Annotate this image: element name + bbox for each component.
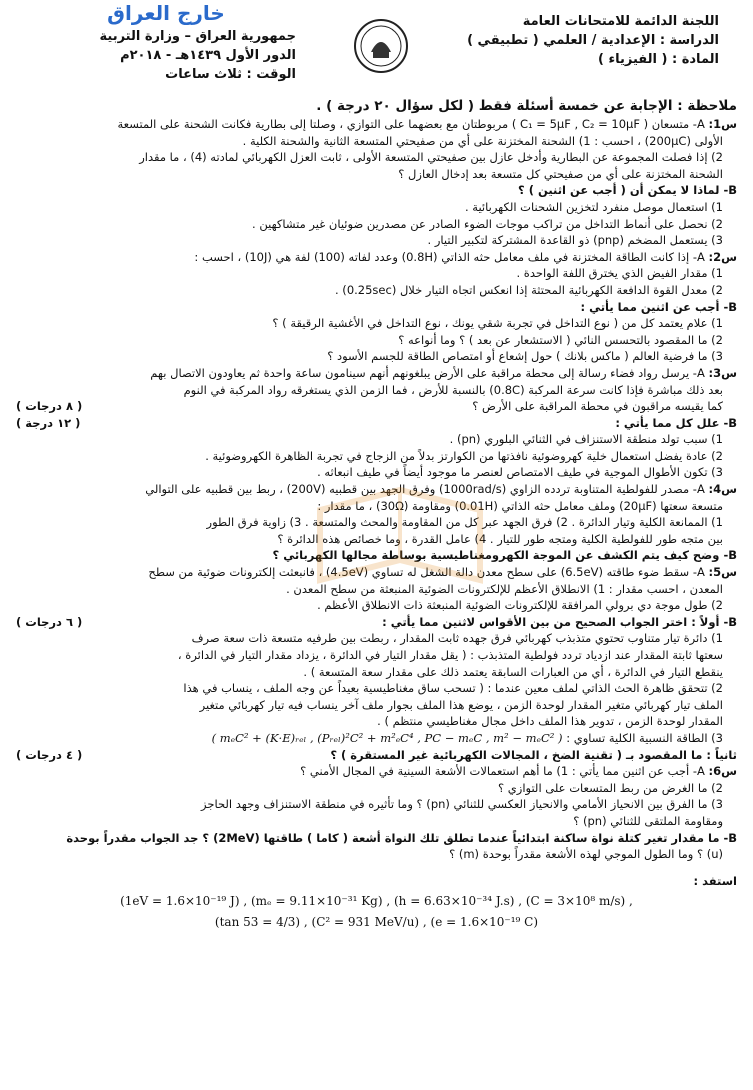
question-line: متسعة سعتها (20μF) وملف معامل حثه الذاتي (0.01H) ومقاومة (30Ω) ، ما مقدار : <box>317 498 723 513</box>
question-line: 2) ما المقصود بالتحسس النائي ( الاستشعار عن بعد ) ؟ وما أنواعه ؟ <box>398 332 723 347</box>
question-line: 1) مقدار الفيض الذي يخترق اللفة الواحدة . <box>516 266 723 281</box>
question-number: س3: <box>708 365 737 380</box>
constants-label: استفد : <box>693 873 737 888</box>
question-number: س1: <box>708 117 737 131</box>
question-line: 2) تتحقق ظاهرة الحث الذاتي لملف معين عندما : ( تسحب ساق مغناطيسية بعيداً عن وجه الملف ، ينساب في هذا <box>183 681 723 696</box>
question-number: س2: <box>708 249 737 264</box>
question-line: 3) ما فرضية العالم ( ماكس بلانك ) حول إشعاع أو امتصاص الطاقة للجسم الأسود ؟ <box>327 349 723 364</box>
question-line: A- أجب عن اثنين مما يأتي : 1) ما أهم استعمالات الأشعة السينية في المجال الأمني ؟ <box>300 764 705 779</box>
question-4 <box>16 481 737 564</box>
question-3 <box>16 365 737 481</box>
question-line: 1) سبب تولد منطقة الاستنزاف في الثنائي البلوري (pn) . <box>449 432 723 447</box>
grade-label: ( ٦ درجات ) <box>16 614 83 629</box>
exam-round: الدور الأول ١٤٣٩هـ - ٢٠١٨م <box>120 48 296 63</box>
question-number: س4: <box>708 482 737 497</box>
question-line: 2) عادة يفضل استعمال خلية كهروضوئية نافذتها من الكوارتز بدلاً من الزجاج في تجربة الظاهرة الكهروضوئية . <box>205 448 723 463</box>
subject-name: المادة : ( الفيزياء ) <box>598 52 719 67</box>
question-line: الشحنة المختزنة على أي من صفيحتي كل متسعة بعد إدخال العازل ؟ <box>398 166 723 181</box>
question-line: المقدار لوحدة الزمن ، تدوير هذا الملف داخل مجال مغناطيسي منتظم ) . <box>377 714 723 729</box>
question-line: B- علل كل مما يأتي : <box>615 415 737 430</box>
header-left <box>36 1 296 84</box>
question-line: A- سقط ضوء طاقته (6.5eV) على سطح معدن دالة الشغل له تساوي (4.5eV) ، فانبعثت إلكترونات ضوئية من سطح <box>148 565 705 580</box>
question-line: 1) الممانعة الكلية وتيار الدائرة . 2) فرق الجهد عبر كل من المقاومة والمحث والمتسعة . 3) زاوية فرق الطور <box>206 515 723 530</box>
question-line: B- لماذا لا يمكن أن ( أجب عن اثنين ) ؟ <box>518 183 737 198</box>
grade-label: ( ٨ درجات ) <box>16 399 83 414</box>
outside-iraq-title: خارج العراق <box>107 1 225 25</box>
question-line: (u) ؟ وما الطول الموجي لهذه الأشعة مقدراً بوحدة (m) ؟ <box>449 847 723 862</box>
question-line: 2) ما الغرض من ربط المتسعات على التوازي ؟ <box>498 780 723 795</box>
grade-label: ( ١٢ درجة ) <box>16 415 81 430</box>
question-line: A- متسعان ( C₁ = 5μF , C₂ = 10μF ) مربوطتان مع بعضهما على التوازي ، وصلتا إلى بطارية فكانت الشحنة على المتسعة <box>117 117 705 131</box>
question-line: A- يرسل رواد فضاء رسالة إلى محطة مراقبة على الأرض يبلغونهم أنهم سينامون ساعة واحدة ثم يعاودون الاتصال بهم <box>150 365 705 380</box>
question-line: 2) إذا فصلت المجموعة عن البطارية وأدخل عازل بين صفيحتي المتسعة الأولى ، ثابت العزل الكهربائي لمادته (4) ، ما مقدار <box>139 150 723 165</box>
question-line: ومقاومة الملتقى للثنائي (pn) ؟ <box>573 813 723 828</box>
question-line: كما يقيسه مراقبون في محطة المراقبة على الأرض ؟ <box>472 399 723 414</box>
question-2 <box>16 249 737 365</box>
question-line: B- أجب عن اثنين مما يأتي : <box>580 299 737 314</box>
question-number: س5: <box>708 565 737 580</box>
ministry-name: جمهورية العراق – وزارة التربية <box>99 29 296 44</box>
question-line: سعتها ثابتة المقدار عند ازدياد تردد فولطية المتذبذب : ( يقل مقدار التيار في الدائرة ، يزداد مقدار التيار في الدائرة ، <box>177 648 723 662</box>
question-number: س6: <box>708 764 737 779</box>
question-line: الملف تيار كهربائي متغير المقدار لوحدة الزمن ، يوضع هذا الملف بجوار ملف آخر ينساب فيه تيار كهربائي متغير <box>199 697 723 712</box>
study-branch: الدراسة : الإعدادية / العلمي ( تطبيقي ) <box>467 33 719 48</box>
question-5 <box>16 564 737 763</box>
question-line: 1) استعمال موصل منفرد لتخزين الشحنات الكهربائية . <box>464 199 723 214</box>
question-line: B- أولاً : اختر الجواب الصحيح من بين الأقواس لاثنين مما يأتي : <box>382 614 737 629</box>
question-line: 3) تكون الأطوال الموجية في طيف الامتصاص لعنصر ما موجود أيضاً في طيف انبعاثه . <box>317 465 723 480</box>
committee-name: اللجنة الدائمة للامتحانات العامة <box>522 14 719 29</box>
grade-label: ( ٤ درجات ) <box>16 747 83 762</box>
second-part: ثانياً : ما المقصود بـ ( تقنية الضخ ، المجالات الكهربائية غير المستقرة ) ؟ <box>330 747 737 762</box>
question-line: 2) طول موجة دي برولي المرافقة للإلكترونات الضوئية المنبعثة ذات الانطلاق الأعظم . <box>317 598 723 613</box>
question-line: ينقطع التيار في الدائرة ، أي من العبارات السابقة يعتمد ذلك على مقدار سعة المتسعة ) . <box>303 664 723 679</box>
exam-duration: الوقت : ثلاث ساعات <box>165 67 296 82</box>
question-line: A- مصدر للفولطية المتناوبة تردده الزاوي (1000rad/s) وفرق الجهد بين قطبيه (200V) ، ربط بين قطبيه على التوالي <box>145 482 705 497</box>
question-line: 1) علام يعتمد كل من ( نوع التداخل في تجربة شقي يونك ، نوع التداخل في الأغشية الرقيقة ) ؟ <box>272 316 723 331</box>
question-line: 2) نحصل على أنماط التداخل من تراكب موجات الضوء الصادر عن مصدرين ضوئيان غير متشاكهين . <box>252 216 723 231</box>
question-6 <box>16 763 737 863</box>
question-line: A- إذا كانت الطاقة المختزنة في ملف معامل حثه الذاتي (0.8H) وعدد لفاته (100) لفة هي (10J) ، احسب : <box>194 249 705 264</box>
question-1 <box>16 116 737 249</box>
question-line: بين متجه طور للفولطية الكلية ومتجه طور للتيار . 4) عامل القدرة ، وما خصائص هذه الدائرة ؟ <box>277 531 723 546</box>
question-line: المعدن ، احسب مقدار : 1) الانطلاق الأعظم للإلكترونات الضوئية المنبعثة من سطح المعدن . <box>286 581 723 596</box>
question-line: الأولى (200μC) ، احسب : 1) الشحنة المختزنة على أي من صفيحتي المتسعة الثانية والشحنة الكلية . <box>242 133 723 148</box>
question-line: 2) معدل القوة الدافعة الكهربائية المحتثة إذا انعكس اتجاه التيار خلال (0.25sec) . <box>335 282 723 297</box>
question-line: 3) يستعمل المضخم (pnp) ذو القاعدة المشتركة لتكبير التيار . <box>427 233 723 248</box>
equation-prefix: 3) الطاقة النسبية الكلية تساوي : <box>566 730 723 745</box>
header-right <box>389 12 719 69</box>
constants-row: (tan 53 = 4/3) , (C² = 931 MeV/u) , (e = 1.6×10⁻¹⁹ C) <box>214 914 539 929</box>
question-line: B- ما مقدار تغير كتلة نواة ساكنة ابتدائياً عندما تطلق تلك النواة أشعة ( كاما ) طاقتها (2MeV) ؟ جد الجواب مقدراً بوحدة <box>66 830 737 845</box>
question-line: بعد ذلك مباشرة فإذا كانت سرعة المركبة (0.8C) بالنسبة للأرض ، فما الزمن الذي يستغرقه رواد المركبة في النوم <box>183 382 723 397</box>
constants-row: (1eV = 1.6×10⁻¹⁹ J) , (mₑ = 9.11×10⁻³¹ Kg) , (h = 6.63×10⁻³⁴ J.s) , (C = 3×10⁸ m/s) , <box>120 894 633 909</box>
equation-options: ( mₑC² + (K·E)ᵣₑₗ , (Pᵣₑₗ)²C² + m²ₑC⁴ , PC − mₑC , m² − mₑC² ) <box>211 730 563 745</box>
question-line: B- وضح كيف يتم الكشف عن الموجة الكهرومغناطيسية بوساطة مجالها الكهربائي ؟ <box>272 548 737 563</box>
question-line: 1) دائرة تيار متناوب تحتوي متذبذب كهربائي فرق جهده ثابت المقدار ، ربطت بين طرفيه متسعة ذات سعة صرف <box>191 631 723 646</box>
exam-header <box>16 0 737 100</box>
question-line: 3) ما الفرق بين الانحياز الأمامي والانحياز العكسي للثنائي (pn) ؟ وما تأثيره في منطقة الاستنزاف وجهد الحاجز <box>201 797 723 812</box>
ministry-seal-icon <box>353 18 409 74</box>
constants-block <box>16 873 737 931</box>
exam-note: ملاحظة : الإجابة عن خمسة أسئلة فقط ( لكل سؤال ٢٠ درجة ) . <box>316 98 737 114</box>
